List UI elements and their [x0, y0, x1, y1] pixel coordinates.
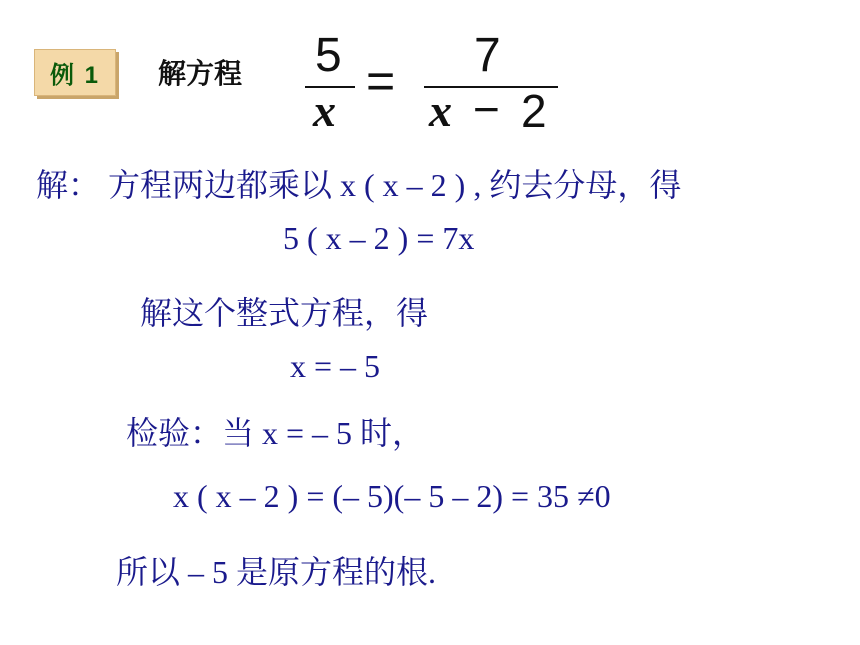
right-denominator-num: 2 [521, 85, 547, 137]
left-denominator: x [313, 85, 336, 136]
solution-line-2: 5 ( x – 2 ) = 7x [283, 220, 475, 256]
right-numerator: 7 [474, 29, 501, 82]
solution-line-7: 所以 – 5 是原方程的根. [116, 554, 437, 590]
solution-line-5: 检验：当 x = – 5 时， [126, 415, 425, 451]
solution-line-3: 解这个整式方程，得 [140, 295, 429, 331]
equals-sign: = [366, 53, 396, 109]
solution-line-4: x = – 5 [290, 348, 381, 384]
solution-line-6: x ( x – 2 ) = (– 5)(– 5 – 2) = 35 ≠0 [173, 478, 611, 514]
example-badge [34, 49, 116, 96]
right-denominator-op: − [473, 83, 500, 135]
right-denominator-var: x [429, 85, 452, 136]
solution-line-1: 解： 方程两边都乘以 x ( x – 2 ) , 约去分母，得 [36, 167, 682, 203]
example-label: 例 1 [49, 62, 100, 89]
left-numerator: 5 [315, 29, 342, 82]
problem-title: 解方程 [158, 57, 243, 90]
